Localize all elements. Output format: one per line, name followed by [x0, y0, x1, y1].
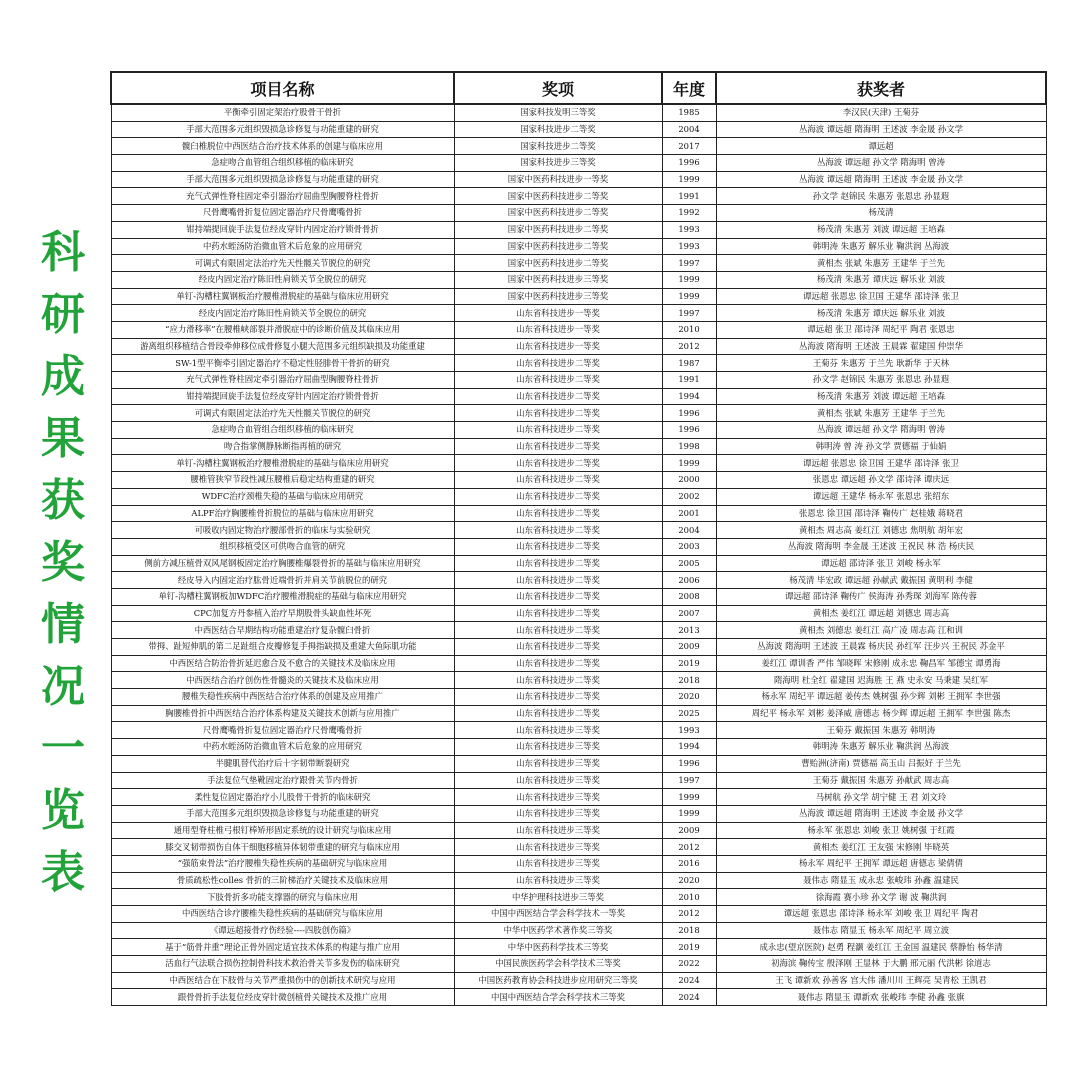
table-row [111, 388, 1046, 405]
project-name-cell: 腰椎管狭窄节段性减压腰椎后稳定结构重建的研究 [111, 472, 454, 489]
award-cell: 中华护理科技进步三等奖 [454, 889, 662, 906]
table-row [111, 171, 1046, 188]
table-row [111, 839, 1046, 856]
award-cell: 国家中医药科技进步二等奖 [454, 255, 662, 272]
year-cell: 1992 [662, 205, 716, 222]
award-cell: 山东省科技进步二等奖 [454, 488, 662, 505]
award-cell: 山东省科技进步二等奖 [454, 505, 662, 522]
winners-cell: 聂伟志 隋显玉 杨永军 周纪平 周立波 [716, 922, 1046, 939]
award-cell: 国家中医药科技进步三等奖 [454, 288, 662, 305]
table-row [111, 438, 1046, 455]
table-row [111, 355, 1046, 372]
winners-cell: 丛海波 谭远超 孙文学 隋海明 曾涛 [716, 155, 1046, 172]
project-name-cell: “应力滑移率”在腰椎峡部裂并滑脱症中的诊断价值及其临床应用 [111, 321, 454, 338]
table-row [111, 505, 1046, 522]
table-row [111, 321, 1046, 338]
year-cell: 2017 [662, 138, 716, 155]
side-title-char: 获 [41, 475, 85, 526]
award-cell: 山东省科技进步三等奖 [454, 872, 662, 889]
table-row [111, 455, 1046, 472]
award-cell: 中华中医药科学技术三等奖 [454, 939, 662, 956]
winners-cell: 黄相杰 刘德忠 姜红江 高广凌 周志高 江和训 [716, 622, 1046, 639]
year-cell: 2012 [662, 906, 716, 923]
project-name-cell: 膝交叉韧带损伤自体干细胞移植异体韧带重建的研究与临床应用 [111, 839, 454, 856]
project-name-cell: 带拇、趾短伸肌的第二足趾组合皮瓣修复手拇指缺损及重建大鱼际肌功能 [111, 639, 454, 656]
award-cell: 山东省科技进步三等奖 [454, 739, 662, 756]
table-row [111, 722, 1046, 739]
award-cell: 山东省科技进步一等奖 [454, 321, 662, 338]
winners-cell: 周纪平 杨永军 刘彬 姜泽威 唐德志 杨少辉 谭远超 王拥军 李世强 陈杰 [716, 705, 1046, 722]
winners-cell: 曹贻洲(济南) 贾德福 高玉山 吕振好 于兰先 [716, 755, 1046, 772]
award-cell: 山东省科技进步二等奖 [454, 689, 662, 706]
winners-cell: 李汉民(天津) 王菊芬 [716, 104, 1046, 121]
table-row [111, 972, 1046, 989]
winners-cell: 杨永军 周纪平 王拥军 谭远超 唐德志 梁倩倩 [716, 855, 1046, 872]
project-name-cell: 充气式弹性脊柱固定牵引器治疗屈曲型胸腰脊柱骨折 [111, 188, 454, 205]
year-cell: 2002 [662, 488, 716, 505]
award-cell: 山东省科技进步二等奖 [454, 538, 662, 555]
table-row [111, 872, 1046, 889]
year-cell: 2020 [662, 689, 716, 706]
project-name-cell: 可吸收内固定物治疗腰部骨折的临床与实验研究 [111, 522, 454, 539]
side-title-char: 研 [41, 289, 85, 340]
award-cell: 山东省科技进步二等奖 [454, 572, 662, 589]
project-name-cell: 钳持端提回旋手法复位经皮穿针内固定治疗锁骨骨折 [111, 388, 454, 405]
year-cell: 2005 [662, 555, 716, 572]
project-name-cell: 急症吻合血管组合组织移植的临床研究 [111, 422, 454, 439]
winners-cell: 谭远超 [716, 138, 1046, 155]
project-name-cell: WDFC治疗颈椎失稳的基础与临床应用研究 [111, 488, 454, 505]
winners-cell: 孙文学 赵锦民 朱惠芳 张恩忠 孙显遐 [716, 372, 1046, 389]
winners-cell: 谭远超 邵诗泽 张卫 刘峻 杨永军 [716, 555, 1046, 572]
year-cell: 1999 [662, 171, 716, 188]
year-cell: 1991 [662, 188, 716, 205]
side-title-char: 科 [41, 227, 85, 278]
winners-cell: 丛海波 隋海明 李金晟 王述波 王祝民 林 浩 杨庆民 [716, 538, 1046, 555]
project-name-cell: CPC加复方丹参植入治疗早期股骨头缺血性坏死 [111, 605, 454, 622]
table-row [111, 138, 1046, 155]
table-row [111, 238, 1046, 255]
table-row [111, 922, 1046, 939]
table-row [111, 655, 1046, 672]
award-cell: 中国民族医药学会科学技术三等奖 [454, 956, 662, 973]
project-name-cell: 中西医结合早期结构功能重建治疗复杂髋臼骨折 [111, 622, 454, 639]
project-name-cell: 可调式有限固定法治疗先天性髋关节脱位的研究 [111, 405, 454, 422]
award-cell: 国家科技进步二等奖 [454, 121, 662, 138]
header-award: 奖项 [454, 72, 662, 104]
table-row [111, 221, 1046, 238]
project-name-cell: 髋臼椎脱位中西医结合治疗技术体系的创建与临床应用 [111, 138, 454, 155]
side-title-char: 表 [41, 847, 85, 898]
award-cell: 山东省科技进步二等奖 [454, 622, 662, 639]
project-name-cell: 尺骨鹰嘴骨折复位固定器治疗尺骨鹰嘴骨折 [111, 722, 454, 739]
year-cell: 2009 [662, 822, 716, 839]
winners-cell: 谭远超 张恩忠 徐卫国 王建华 邵诗泽 张卫 [716, 455, 1046, 472]
project-name-cell: 组织移植受区可供吻合血管的研究 [111, 538, 454, 555]
year-cell: 2025 [662, 705, 716, 722]
award-cell: 中国中西医结合学会科学技术一等奖 [454, 906, 662, 923]
year-cell: 1996 [662, 155, 716, 172]
award-cell: 山东省科技进步二等奖 [454, 472, 662, 489]
award-cell: 山东省科技进步三等奖 [454, 805, 662, 822]
table-row [111, 538, 1046, 555]
table-row [111, 121, 1046, 138]
award-cell: 山东省科技进步二等奖 [454, 639, 662, 656]
winners-cell: 杨永军 周纪平 谭远超 姜传杰 姚树强 孙少辉 刘彬 王拥军 李世强 [716, 689, 1046, 706]
project-name-cell: 中西医结合防治骨折延迟愈合及不愈合的关键技术及临床应用 [111, 655, 454, 672]
year-cell: 2003 [662, 538, 716, 555]
year-cell: 2007 [662, 605, 716, 622]
winners-cell: 杨茂清 毕宏政 谭远超 孙献武 戴振国 黄明利 李健 [716, 572, 1046, 589]
side-title-char: 奖 [41, 537, 85, 588]
award-cell: 山东省科技进步二等奖 [454, 705, 662, 722]
year-cell: 1991 [662, 372, 716, 389]
project-name-cell: ALPF治疗胸腰椎骨折脱位的基础与临床应用研究 [111, 505, 454, 522]
year-cell: 1993 [662, 238, 716, 255]
year-cell: 2020 [662, 872, 716, 889]
winners-cell: 丛海波 谭远超 隋海明 王述波 李金晟 孙文学 [716, 171, 1046, 188]
year-cell: 1987 [662, 355, 716, 372]
winners-cell: 张恩忠 徐卫国 邵诗泽 鞠传广 赵桂娥 蒋晓君 [716, 505, 1046, 522]
year-cell: 2018 [662, 672, 716, 689]
year-cell: 2013 [662, 622, 716, 639]
year-cell: 2010 [662, 321, 716, 338]
table-row [111, 488, 1046, 505]
year-cell: 1993 [662, 722, 716, 739]
award-cell: 中国中西医结合学会科学技术三等奖 [454, 989, 662, 1006]
project-name-cell: 可调式有限固定法治疗先天性髋关节脱位的研究 [111, 255, 454, 272]
winners-cell: 黄相杰 张斌 朱惠芳 王建华 于兰先 [716, 255, 1046, 272]
project-name-cell: SW-1型平衡牵引固定器治疗不稳定性胫腓骨干骨折的研究 [111, 355, 454, 372]
year-cell: 1994 [662, 388, 716, 405]
year-cell: 2024 [662, 989, 716, 1006]
year-cell: 1999 [662, 288, 716, 305]
winners-cell: 黄相杰 周志高 姜红江 刘德忠 焦明航 胡年宏 [716, 522, 1046, 539]
table-row [111, 789, 1046, 806]
winners-cell: 谭远超 王建华 杨永军 张恩忠 张绍东 [716, 488, 1046, 505]
award-cell: 山东省科技进步一等奖 [454, 305, 662, 322]
project-name-cell: 骨质疏松性colles 骨折的三阶梯治疗关键技术及临床应用 [111, 872, 454, 889]
table-row [111, 989, 1046, 1006]
year-cell: 1997 [662, 255, 716, 272]
winners-cell: 杨茂清 [716, 205, 1046, 222]
year-cell: 2006 [662, 572, 716, 589]
side-title-char: 况 [41, 661, 85, 712]
table-row [111, 622, 1046, 639]
year-cell: 2001 [662, 505, 716, 522]
year-cell: 2012 [662, 839, 716, 856]
winners-cell: 隋海明 杜全红 翟建国 迟海胜 王 燕 史永安 马秉建 吴红军 [716, 672, 1046, 689]
table-row [111, 188, 1046, 205]
project-name-cell: 下肢骨折多功能支撑器的研究与临床应用 [111, 889, 454, 906]
table-row [111, 822, 1046, 839]
table-row [111, 739, 1046, 756]
project-name-cell: 吻合指掌侧静脉断指再植的研究 [111, 438, 454, 455]
award-cell: 国家中医药科技进步一等奖 [454, 171, 662, 188]
side-title-char: 成 [41, 351, 85, 402]
project-name-cell: 手部大范围多元组织毁损急诊修复与功能重建的研究 [111, 805, 454, 822]
project-name-cell: 中西医结合诊疗腰椎失稳性疾病的基础研究与临床应用 [111, 906, 454, 923]
side-title-char: 情 [41, 599, 85, 650]
winners-cell: 杨茂清 朱惠芳 谭庆远 解乐业 刘波 [716, 305, 1046, 322]
project-name-cell: 柔性复位固定器治疗小儿股骨干骨折的临床研究 [111, 789, 454, 806]
year-cell: 2012 [662, 338, 716, 355]
winners-cell: 王菊芬 朱惠芳 于兰先 耿新华 于天林 [716, 355, 1046, 372]
year-cell: 1997 [662, 772, 716, 789]
year-cell: 1999 [662, 789, 716, 806]
table-row [111, 422, 1046, 439]
project-name-cell: 单钉-沟槽柱翼钢板治疗腰椎滑脱症的基础与临床应用研究 [111, 288, 454, 305]
winners-cell: 黄相杰 姜红江 王友强 宋修刚 毕晓英 [716, 839, 1046, 856]
project-name-cell: 腰椎失稳性疾病中西医结合治疗体系的创建及应用推广 [111, 689, 454, 706]
table-row [111, 939, 1046, 956]
side-title-char: 果 [41, 413, 85, 464]
side-title-char: 一 [41, 723, 85, 774]
award-cell: 中华中医药学术著作奖三等奖 [454, 922, 662, 939]
header-year: 年度 [662, 72, 716, 104]
winners-cell: 王菊芬 戴振国 朱惠芳 韩明涛 [716, 722, 1046, 739]
table-row [111, 271, 1046, 288]
winners-cell: 初海滨 鞠传宝 殷泽刚 王显林 于大鹏 邢元丽 代洪彬 徐道志 [716, 956, 1046, 973]
award-cell: 山东省科技进步三等奖 [454, 755, 662, 772]
year-cell: 1999 [662, 805, 716, 822]
project-name-cell: 基于“筋骨并重”理论正骨外固定适宜技术体系的构建与推广应用 [111, 939, 454, 956]
award-cell: 山东省科技进步二等奖 [454, 672, 662, 689]
project-name-cell: 胸腰椎骨折中西医结合治疗体系构建及关键技术创新与应用推广 [111, 705, 454, 722]
year-cell: 1999 [662, 271, 716, 288]
awards-table [110, 71, 1047, 1006]
year-cell: 2010 [662, 889, 716, 906]
table-row [111, 372, 1046, 389]
year-cell: 2022 [662, 956, 716, 973]
project-name-cell: “强筋束骨法”治疗腰椎失稳性疾病的基础研究与临床应用 [111, 855, 454, 872]
award-cell: 山东省科技进步二等奖 [454, 405, 662, 422]
year-cell: 1994 [662, 739, 716, 756]
winners-cell: 韩明涛 朱惠芳 解乐业 鞠洪润 丛海波 [716, 238, 1046, 255]
winners-cell: 聂伟志 隋显玉 成永忠 张峻玮 孙鑫 温建民 [716, 872, 1046, 889]
project-name-cell: 中西医结合在下肢骨与关节严重损伤中的创新技术研究与应用 [111, 972, 454, 989]
table-row [111, 572, 1046, 589]
table-row [111, 522, 1046, 539]
table-row [111, 338, 1046, 355]
winners-cell: 谭远超 张卫 邵诗泽 周纪平 陶君 张恩忠 [716, 321, 1046, 338]
project-name-cell: 平衡牵引固定架治疗股骨干骨折 [111, 104, 454, 121]
header-project-name: 项目名称 [111, 72, 454, 104]
table-row [111, 855, 1046, 872]
year-cell: 2019 [662, 655, 716, 672]
project-name-cell: 通用型脊柱椎弓根钉棒矫形固定系统的设计研究与临床应用 [111, 822, 454, 839]
project-name-cell: 半腱肌替代治疗后十字韧带断裂研究 [111, 755, 454, 772]
winners-cell: 王菊芬 戴振国 朱惠芳 孙献武 周志高 [716, 772, 1046, 789]
year-cell: 1993 [662, 221, 716, 238]
project-name-cell: 充气式弹性脊柱固定牵引器治疗屈曲型胸腰脊柱骨折 [111, 372, 454, 389]
award-cell: 山东省科技进步三等奖 [454, 789, 662, 806]
award-cell: 国家科技进步三等奖 [454, 155, 662, 172]
table-row [111, 889, 1046, 906]
table-row [111, 689, 1046, 706]
year-cell: 1998 [662, 438, 716, 455]
award-cell: 国家科技进步二等奖 [454, 138, 662, 155]
table-row [111, 555, 1046, 572]
award-cell: 山东省科技进步三等奖 [454, 722, 662, 739]
project-name-cell: 中西医结合治疗创伤性骨髓炎的关键技术及临床应用 [111, 672, 454, 689]
project-name-cell: 手法复位气垫靴固定治疗跟骨关节内骨折 [111, 772, 454, 789]
year-cell: 2009 [662, 639, 716, 656]
project-name-cell: 经皮内固定治疗陈旧性肩锁关节全脱位的研究 [111, 271, 454, 288]
winners-cell: 丛海波 谭远超 隋海明 王述波 李金晟 孙文学 [716, 805, 1046, 822]
award-cell: 山东省科技进步二等奖 [454, 438, 662, 455]
project-name-cell: 中药水蛭汤防治微血管术后危象的应用研究 [111, 238, 454, 255]
project-name-cell: 急症吻合血管组合组织移植的临床研究 [111, 155, 454, 172]
winners-cell: 杨永军 张恩忠 刘峻 张卫 姚树强 于红霞 [716, 822, 1046, 839]
year-cell: 2000 [662, 472, 716, 489]
award-cell: 中国医药教育协会科技进步应用研究三等奖 [454, 972, 662, 989]
table-row [111, 705, 1046, 722]
year-cell: 2016 [662, 855, 716, 872]
header-winners: 获奖者 [716, 72, 1046, 104]
award-cell: 国家中医药科技进步二等奖 [454, 188, 662, 205]
table-row [111, 772, 1046, 789]
year-cell: 2019 [662, 939, 716, 956]
project-name-cell: 《谭远超接骨疗伤经验----四肢创伤篇》 [111, 922, 454, 939]
table-row [111, 588, 1046, 605]
award-cell: 国家中医药科技进步二等奖 [454, 238, 662, 255]
table-row [111, 405, 1046, 422]
winners-cell: 聂伟志 隋显玉 谭新欢 张峻玮 李健 孙鑫 张旗 [716, 989, 1046, 1006]
winners-cell: 王飞 谭新欢 孙善客 宫大伟 潘川川 王辉亮 吴青松 王凯君 [716, 972, 1046, 989]
award-cell: 山东省科技进步二等奖 [454, 555, 662, 572]
table-row [111, 639, 1046, 656]
table-header-row [111, 72, 1046, 104]
year-cell: 2008 [662, 588, 716, 605]
table-row [111, 472, 1046, 489]
project-name-cell: 侧前方减压植骨双风尾钢板固定治疗胸腰椎爆裂骨折的基础与临床应用研究 [111, 555, 454, 572]
award-cell: 山东省科技进步三等奖 [454, 822, 662, 839]
table-row [111, 205, 1046, 222]
award-cell: 山东省科技进步三等奖 [454, 839, 662, 856]
award-cell: 山东省科技进步二等奖 [454, 355, 662, 372]
project-name-cell: 跟骨骨折手法复位经皮穿针微创植骨关键技术及推广应用 [111, 989, 454, 1006]
winners-cell: 马树航 孙文学 胡宁健 王 君 刘文玲 [716, 789, 1046, 806]
table-row [111, 672, 1046, 689]
project-name-cell: 游离组织移植结合骨段牵伸移位成骨修复小腿大范围多元组织缺损及功能重建 [111, 338, 454, 355]
winners-cell: 丛海波 谭远超 孙文学 隋海明 曾涛 [716, 422, 1046, 439]
award-cell: 山东省科技进步二等奖 [454, 372, 662, 389]
project-name-cell: 手部大范围多元组织毁损急诊修复与功能重建的研究 [111, 171, 454, 188]
winners-cell: 丛海波 谭远超 隋海明 王述波 李金晟 孙文学 [716, 121, 1046, 138]
table-row [111, 805, 1046, 822]
award-cell: 山东省科技进步二等奖 [454, 455, 662, 472]
award-cell: 山东省科技进步二等奖 [454, 588, 662, 605]
year-cell: 1985 [662, 104, 716, 121]
winners-cell: 谭远超 张恩忠 徐卫国 王建华 邵诗泽 张卫 [716, 288, 1046, 305]
project-name-cell: 活血行气法联合损伤控制骨科技术救治骨关节多发伤的临床研究 [111, 956, 454, 973]
project-name-cell: 尺骨鹰嘴骨折复位固定器治疗尺骨鹰嘴骨折 [111, 205, 454, 222]
project-name-cell: 经皮导入内固定治疗肱骨近端骨折并肩关节前脱位的研究 [111, 572, 454, 589]
table-row [111, 605, 1046, 622]
winners-cell: 韩明涛 曾 涛 孙文学 贾德福 于仙娟 [716, 438, 1046, 455]
project-name-cell: 单钉-沟槽柱翼钢板治疗腰椎滑脱症的基础与临床应用研究 [111, 455, 454, 472]
winners-cell: 成永忠(望京医院) 赵勇 程灏 姜红江 王金国 温建民 蔡静怡 杨华清 [716, 939, 1046, 956]
side-title-char: 览 [41, 785, 85, 836]
winners-cell: 徐海霞 赛小珍 孙文学 谢 波 鞠洪润 [716, 889, 1046, 906]
award-cell: 山东省科技进步三等奖 [454, 855, 662, 872]
table-row [111, 155, 1046, 172]
winners-cell: 谭远超 邵诗泽 鞠传广 侯海涛 孙秀琛 刘海军 陈传蓉 [716, 588, 1046, 605]
year-cell: 2024 [662, 972, 716, 989]
winners-cell: 孙文学 赵锦民 朱惠芳 张恩忠 孙显遐 [716, 188, 1046, 205]
award-cell: 山东省科技进步二等奖 [454, 522, 662, 539]
year-cell: 2018 [662, 922, 716, 939]
winners-cell: 韩明涛 朱惠芳 解乐业 鞠洪润 丛海波 [716, 739, 1046, 756]
project-name-cell: 单钉-沟槽柱翼钢板加WDFC治疗腰椎滑脱症的基础与临床应用研究 [111, 588, 454, 605]
table-row [111, 906, 1046, 923]
award-cell: 国家中医药科技进步三等奖 [454, 271, 662, 288]
winners-cell: 丛海波 隋海明 王述波 王晨霖 杨庆民 孙红军 汪步兴 王祝民 苏金平 [716, 639, 1046, 656]
award-cell: 国家科技发明三等奖 [454, 104, 662, 121]
award-cell: 山东省科技进步二等奖 [454, 422, 662, 439]
winners-cell: 姜红江 谭训香 严伟 邹晓晖 宋修刚 成永忠 鞠昌军 邹德宝 谭勇海 [716, 655, 1046, 672]
year-cell: 1999 [662, 455, 716, 472]
winners-cell: 杨茂清 朱惠芳 刘波 谭远超 王培森 [716, 221, 1046, 238]
year-cell: 1997 [662, 305, 716, 322]
year-cell: 2004 [662, 522, 716, 539]
project-name-cell: 钳持端提回旋手法复位经皮穿针内固定治疗锁骨骨折 [111, 221, 454, 238]
award-cell: 国家中医药科技进步二等奖 [454, 221, 662, 238]
year-cell: 2004 [662, 121, 716, 138]
year-cell: 1996 [662, 755, 716, 772]
winners-cell: 黄相杰 张斌 朱惠芳 王建华 于兰先 [716, 405, 1046, 422]
project-name-cell: 中药水蛭汤防治微血管术后危象的应用研究 [111, 739, 454, 756]
table-row [111, 255, 1046, 272]
award-cell: 山东省科技进步二等奖 [454, 388, 662, 405]
year-cell: 1996 [662, 422, 716, 439]
award-cell: 山东省科技进步二等奖 [454, 605, 662, 622]
winners-cell: 张恩忠 谭远超 孙文学 邵诗泽 谭庆远 [716, 472, 1046, 489]
year-cell: 1996 [662, 405, 716, 422]
winners-cell: 黄相杰 姜红江 谭远超 刘德忠 周志高 [716, 605, 1046, 622]
table-row [111, 305, 1046, 322]
table-row [111, 104, 1046, 121]
award-cell: 山东省科技进步二等奖 [454, 655, 662, 672]
winners-cell: 丛海波 隋海明 王述波 王晨霖 翟建国 仲崇华 [716, 338, 1046, 355]
award-cell: 山东省科技进步三等奖 [454, 772, 662, 789]
award-cell: 国家中医药科技进步二等奖 [454, 205, 662, 222]
page-side-title [28, 222, 98, 904]
project-name-cell: 经皮内固定治疗陈旧性肩锁关节全脱位的研究 [111, 305, 454, 322]
winners-cell: 谭远超 张恩忠 邵诗泽 杨永军 刘峻 张卫 周纪平 陶君 [716, 906, 1046, 923]
table-row [111, 956, 1046, 973]
winners-cell: 杨茂清 朱惠芳 谭庆远 解乐业 刘波 [716, 271, 1046, 288]
project-name-cell: 手部大范围多元组织毁损急诊修复与功能重建的研究 [111, 121, 454, 138]
table-row [111, 755, 1046, 772]
winners-cell: 杨茂清 朱惠芳 刘波 谭远超 王培森 [716, 388, 1046, 405]
table-row [111, 288, 1046, 305]
award-cell: 山东省科技进步一等奖 [454, 338, 662, 355]
